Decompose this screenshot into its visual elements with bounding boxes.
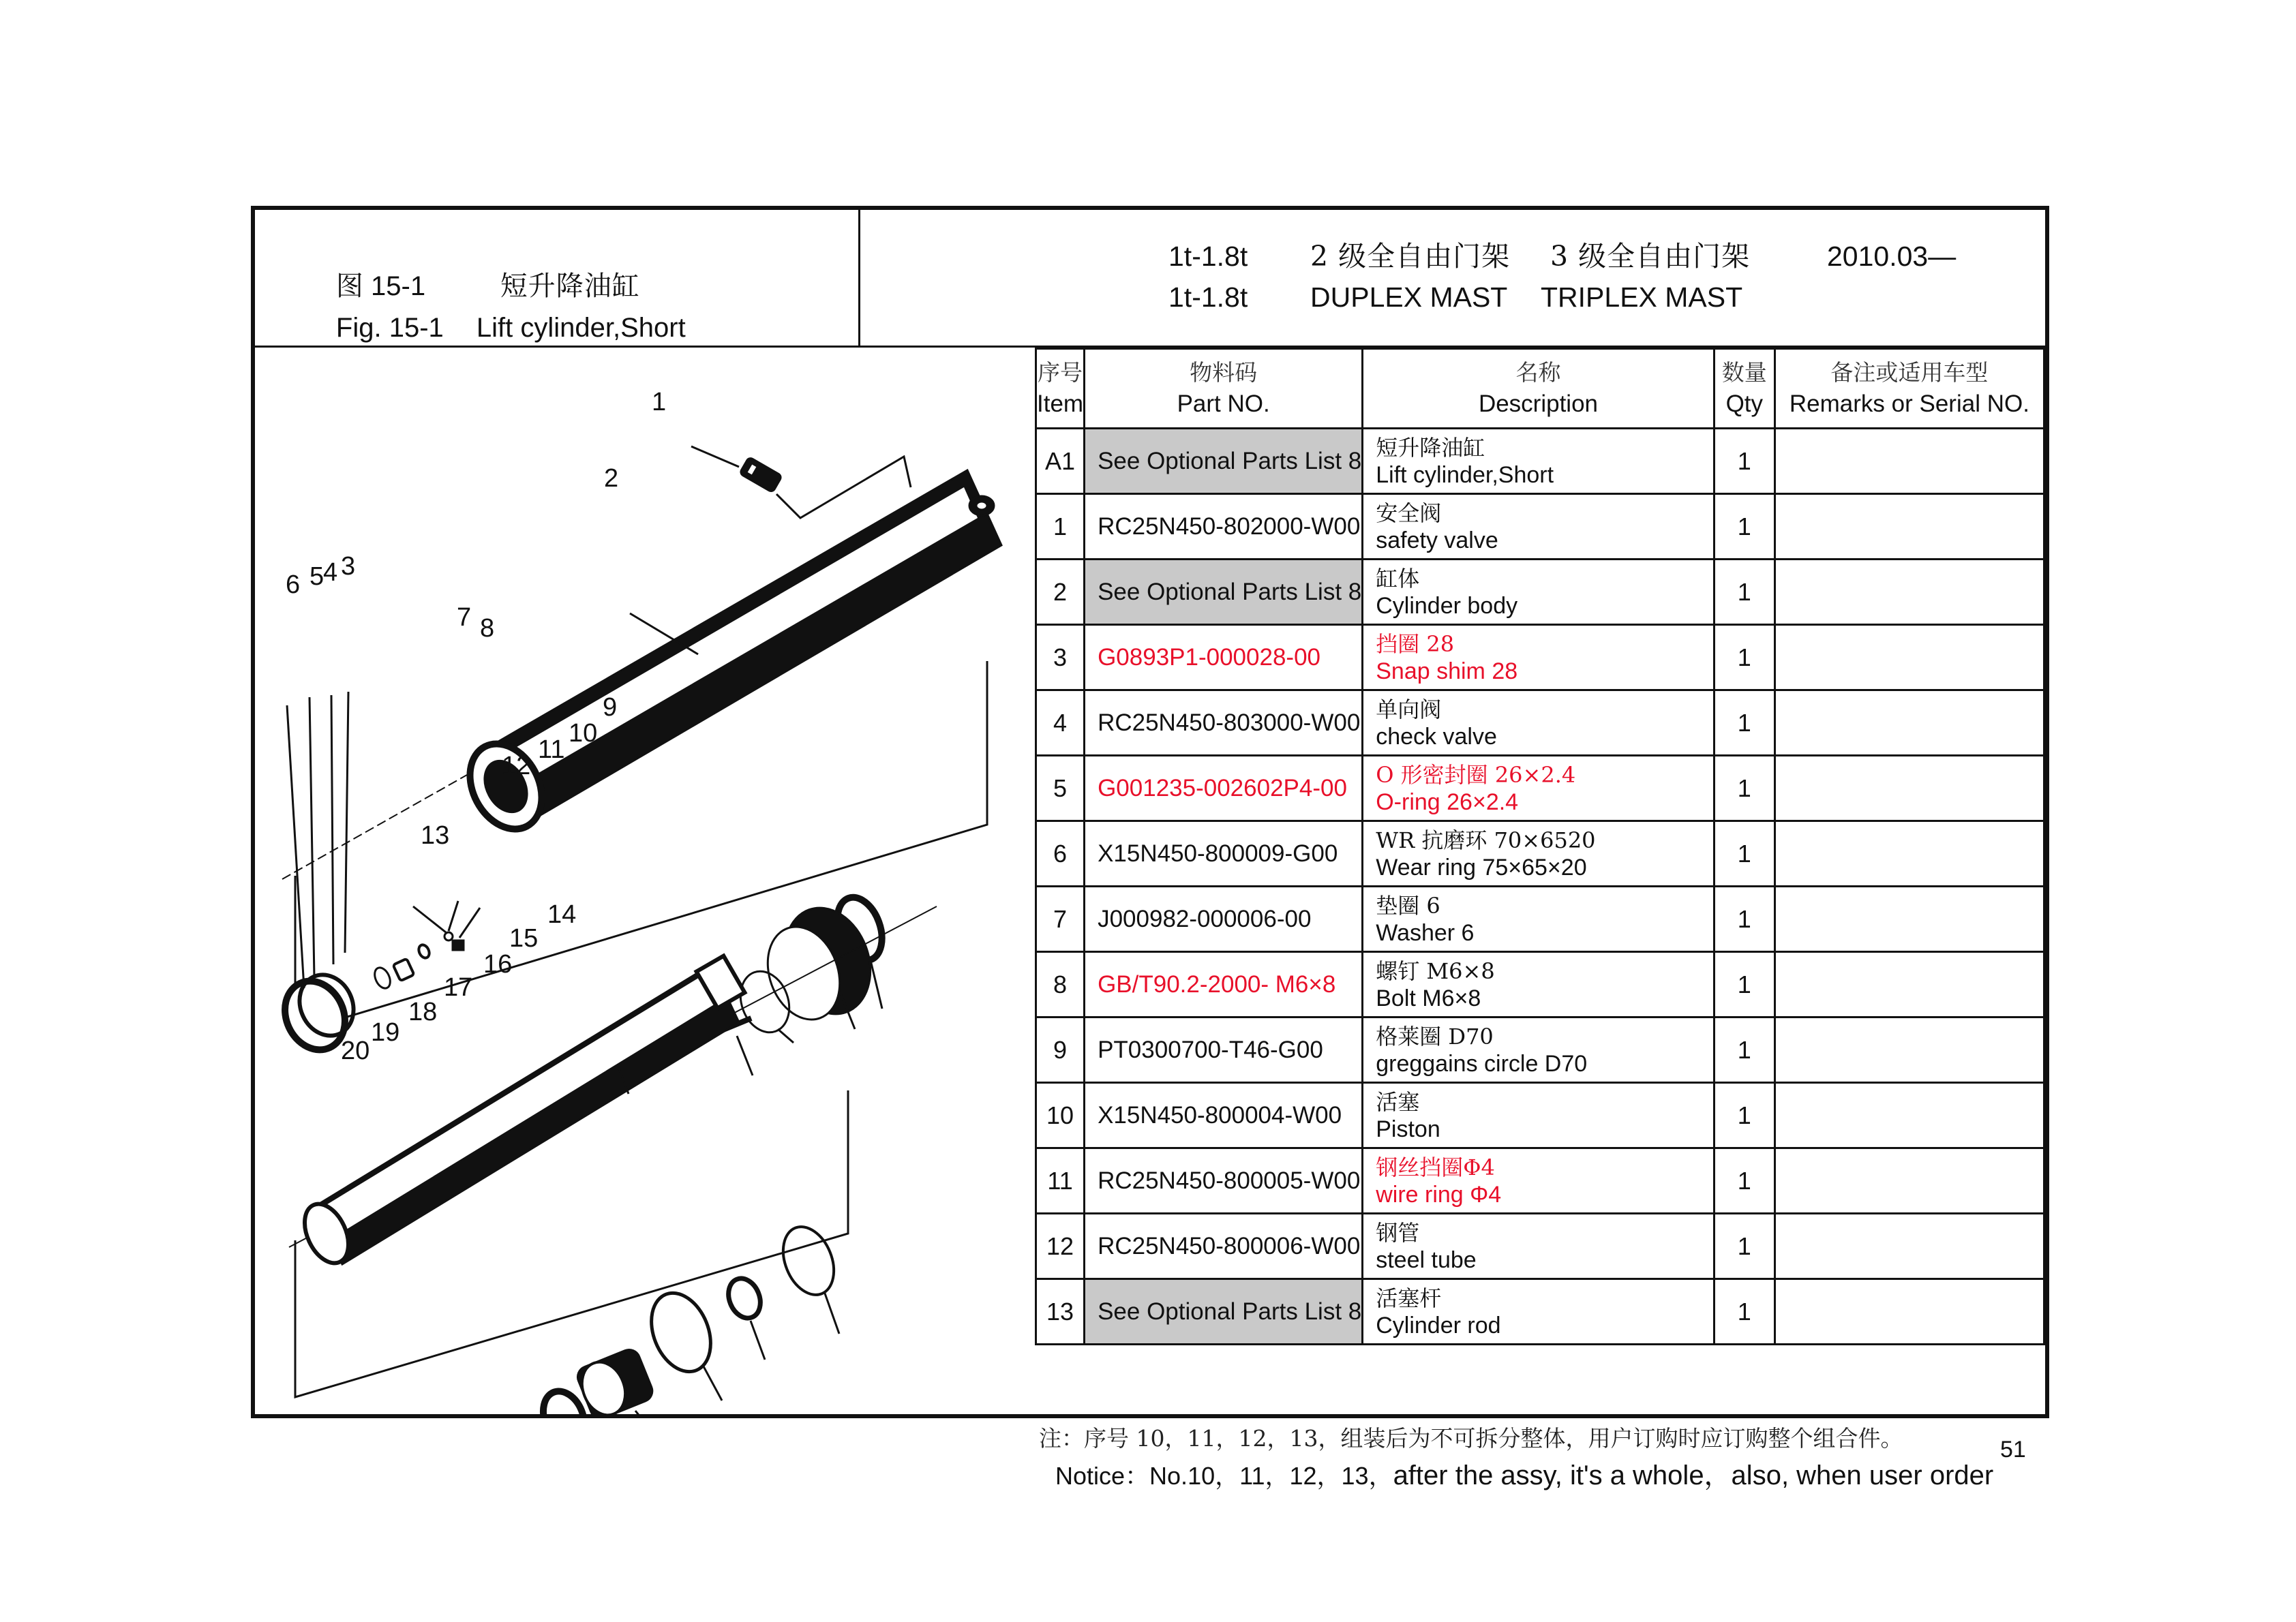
remarks	[1774, 821, 2044, 887]
item-number: 6	[1036, 821, 1085, 887]
table-header-row	[1036, 349, 2044, 429]
quantity: 1	[1714, 429, 1774, 494]
item-number: 12	[1036, 1214, 1085, 1279]
parts-table	[1035, 348, 2045, 1345]
description: 活塞杆 Cylinder rod	[1363, 1279, 1715, 1345]
quantity: 1	[1714, 1279, 1774, 1345]
quantity: 1	[1714, 560, 1774, 625]
date-range: 2010.03—	[1827, 241, 1957, 272]
item-number: 11	[1036, 1148, 1085, 1214]
table-row	[1036, 952, 2044, 1017]
notice-cn: 注：序号 10，11，12，13，组装后为不可拆分整体，用户订购时应订购整个组合件。	[1039, 1425, 1903, 1452]
assembly-notice	[1035, 1416, 2045, 1490]
exploded-view-diagram	[255, 348, 1035, 1414]
part-number: G0893P1-000028-00	[1085, 625, 1363, 690]
table-row	[1036, 1017, 2044, 1083]
callout-16: 16	[483, 950, 513, 979]
table-row	[1036, 1083, 2044, 1148]
triplex-mast-cn: 3 级全自由门架	[1550, 240, 1751, 273]
remarks	[1774, 494, 2044, 560]
column-header-qty: 数量 Qty	[1714, 349, 1774, 429]
duplex-mast-cn: 2 级全自由门架	[1310, 240, 1511, 273]
callout-18: 18	[408, 998, 438, 1026]
remarks	[1774, 429, 2044, 494]
description: 钢丝挡圈Φ4 wire ring Φ4	[1363, 1148, 1715, 1214]
table-row	[1036, 821, 2044, 887]
quantity: 1	[1714, 1214, 1774, 1279]
part-number: J000982-000006-00	[1085, 887, 1363, 952]
column-header-remarks: 备注或适用车型 Remarks or Serial NO.	[1774, 349, 2044, 429]
table-row	[1036, 429, 2044, 494]
callout-12: 12	[502, 752, 531, 780]
callout-3: 3	[341, 552, 356, 581]
table-row	[1036, 560, 2044, 625]
description: 螺钉 M6×8 Bolt M6×8	[1363, 952, 1715, 1017]
item-number: 1	[1036, 494, 1085, 560]
quantity: 1	[1714, 1017, 1774, 1083]
part-number: X15N450-800004-W00	[1085, 1083, 1363, 1148]
item-number: 7	[1036, 887, 1085, 952]
item-number: 9	[1036, 1017, 1085, 1083]
remarks	[1774, 690, 2044, 756]
callout-17: 17	[444, 973, 473, 1002]
callout-14: 14	[547, 900, 577, 929]
remarks	[1774, 1017, 2044, 1083]
description: 单向阀 check valve	[1363, 690, 1715, 756]
description: 活塞 Piston	[1363, 1083, 1715, 1148]
description: 安全阀 safety valve	[1363, 494, 1715, 560]
remarks	[1774, 756, 2044, 821]
part-number: G001235-002602P4-00	[1085, 756, 1363, 821]
quantity: 1	[1714, 821, 1774, 887]
item-number: 4	[1036, 690, 1085, 756]
duplex-mast-en: DUPLEX MAST	[1310, 281, 1508, 313]
figure-number-en: Fig. 15-1	[335, 313, 444, 343]
remarks	[1774, 1148, 2044, 1214]
remarks	[1774, 1083, 2044, 1148]
part-number: RC25N450-802000-W00	[1085, 494, 1363, 560]
callout-8: 8	[480, 614, 495, 643]
quantity: 1	[1714, 690, 1774, 756]
figure-title-block	[255, 210, 860, 346]
callout-6: 6	[286, 570, 301, 599]
remarks	[1774, 625, 2044, 690]
callout-15: 15	[509, 924, 539, 953]
callout-4: 4	[323, 558, 338, 587]
item-number: 2	[1036, 560, 1085, 625]
quantity: 1	[1714, 887, 1774, 952]
table-row	[1036, 756, 2044, 821]
remarks	[1774, 952, 2044, 1017]
quantity: 1	[1714, 1083, 1774, 1148]
item-number: 3	[1036, 625, 1085, 690]
description: 垫圈 6 Washer 6	[1363, 887, 1715, 952]
part-number: X15N450-800009-G00	[1085, 821, 1363, 887]
quantity: 1	[1714, 756, 1774, 821]
callout-2: 2	[604, 464, 619, 493]
capacity-en: 1t-1.8t	[1168, 281, 1248, 313]
part-number: See Optional Parts List 8	[1085, 560, 1363, 625]
item-number: 5	[1036, 756, 1085, 821]
notice-en-prefix: Notice：No.10，11，12，13，	[1055, 1462, 1393, 1490]
column-header-item: 序号 Item	[1036, 349, 1085, 429]
quantity: 1	[1714, 952, 1774, 1017]
table-row	[1036, 625, 2044, 690]
quantity: 1	[1714, 1148, 1774, 1214]
column-header-description: 名称 Description	[1363, 349, 1715, 429]
table-row	[1036, 887, 2044, 952]
figure-title-cn: 短升降油缸	[500, 271, 640, 302]
column-header-part-no: 物料码 Part NO.	[1085, 349, 1363, 429]
part-number: GB/T90.2-2000- M6×8	[1085, 952, 1363, 1017]
callout-1: 1	[652, 388, 667, 416]
part-number: RC25N450-800006-W00	[1085, 1214, 1363, 1279]
callout-19: 19	[371, 1018, 400, 1047]
callout-7: 7	[457, 603, 472, 632]
parts-page-frame	[251, 206, 2049, 1490]
callout-5: 5	[309, 562, 324, 591]
lift-cylinder-drawing	[255, 348, 1035, 1414]
page-header	[255, 210, 2045, 348]
notice-en-main: after the assy, it's a whole，also, when user order	[1393, 1460, 1994, 1490]
remarks	[1774, 560, 2044, 625]
callout-9: 9	[603, 693, 618, 722]
part-number: PT0300700-T46-G00	[1085, 1017, 1363, 1083]
table-row	[1036, 1214, 2044, 1279]
figure-number-cn: 图 15-1	[335, 271, 426, 301]
item-number: A1	[1036, 429, 1085, 494]
remarks	[1774, 887, 2044, 952]
callout-20: 20	[341, 1037, 370, 1065]
description: WR 抗磨环 70×6520 Wear ring 75×65×20	[1363, 821, 1715, 887]
table-row	[1036, 1148, 2044, 1214]
callout-13: 13	[421, 821, 450, 850]
description: 格莱圈 D70 greggains circle D70	[1363, 1017, 1715, 1083]
part-number: RC25N450-800005-W00	[1085, 1148, 1363, 1214]
item-number: 10	[1036, 1083, 1085, 1148]
page-number: 51	[2000, 1437, 2026, 1463]
description: 钢管 steel tube	[1363, 1214, 1715, 1279]
table-row	[1036, 690, 2044, 756]
quantity: 1	[1714, 625, 1774, 690]
remarks	[1774, 1279, 2044, 1345]
item-number: 13	[1036, 1279, 1085, 1345]
description: 挡圈 28 Snap shim 28	[1363, 625, 1715, 690]
table-row	[1036, 494, 2044, 560]
capacity-cn: 1t-1.8t	[1168, 241, 1248, 272]
table-row	[1036, 1279, 2044, 1345]
callout-10: 10	[569, 719, 598, 748]
description: 短升降油缸 Lift cylinder,Short	[1363, 429, 1715, 494]
quantity: 1	[1714, 494, 1774, 560]
item-number: 8	[1036, 952, 1085, 1017]
description: 缸体 Cylinder body	[1363, 560, 1715, 625]
part-number: See Optional Parts List 8	[1085, 1279, 1363, 1345]
part-number: RC25N450-803000-W00	[1085, 690, 1363, 756]
callout-11: 11	[538, 735, 565, 764]
part-number: See Optional Parts List 8	[1085, 429, 1363, 494]
triplex-mast-en: TRIPLEX MAST	[1541, 281, 1743, 313]
notice-en	[1055, 1454, 1993, 1493]
remarks	[1774, 1214, 2044, 1279]
description: O 形密封圈 26×2.4 O-ring 26×2.4	[1363, 756, 1715, 821]
figure-title-en: Lift cylinder,Short	[476, 313, 686, 343]
